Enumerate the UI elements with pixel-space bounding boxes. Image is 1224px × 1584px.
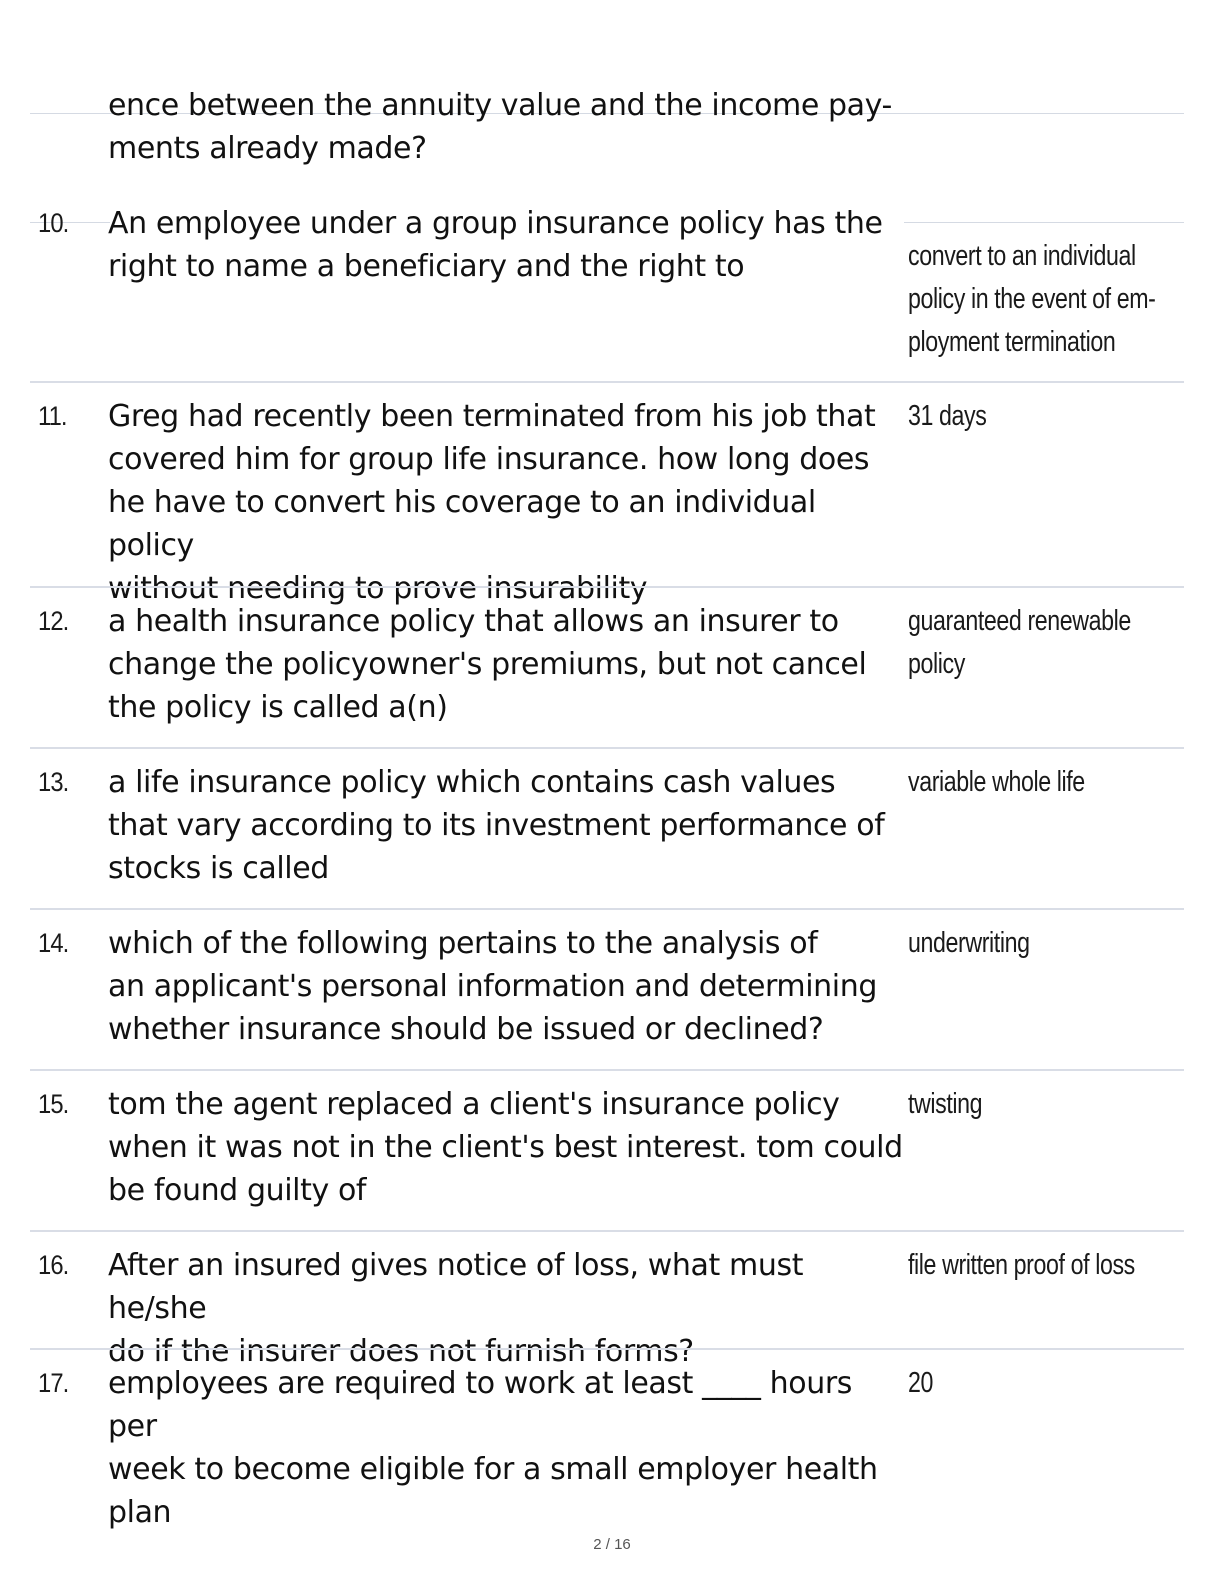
divider: [30, 747, 1184, 749]
item-number: 13.: [38, 767, 69, 797]
divider: [30, 586, 1184, 588]
item-number: 16.: [38, 1250, 69, 1280]
divider: [904, 222, 1184, 223]
answer-text: variable whole life: [908, 766, 1085, 798]
divider: [30, 381, 1184, 383]
answer-text: file written proof of loss: [908, 1249, 1135, 1281]
question-text: which of the following pertains to the analysis of an applicant's personal information and determining whether insurance should be issued or declined?: [108, 926, 877, 1047]
item-number: 12.: [38, 606, 69, 636]
page-indicator: 2 / 16: [593, 1536, 631, 1553]
question-text: a life insurance policy which contains cash values that vary according to its investment performance of stocks is called: [108, 765, 885, 886]
divider: [30, 1069, 1184, 1071]
question-text: An employee under a group insurance policy has the right to name a beneficiary and the right to: [108, 206, 883, 284]
question-text: a health insurance policy that allows an insurer to change the policyowner's premiums, but not cancel the policy is called a(n): [108, 604, 867, 725]
answer-text: convert to an individual policy in the event of em- ployment termination: [908, 240, 1156, 358]
divider: [30, 908, 1184, 910]
continued-question-text: ence between the annuity value and the income pay- ments already made?: [108, 88, 892, 166]
answer-text: underwriting: [908, 927, 1030, 959]
answer-text: guaranteed renewable policy: [908, 605, 1131, 680]
answer-text: 20: [908, 1367, 934, 1399]
item-number: 15.: [38, 1089, 69, 1119]
question-text: employees are required to work at least ____ hours per week to become eligible for a small employer health plan: [108, 1366, 878, 1530]
item-number: 14.: [38, 928, 69, 958]
divider: [30, 1230, 1184, 1232]
question-text: Greg had recently been terminated from his job that covered him for group life insurance. how long does he have to convert his coverage to an individual policy without needing to prove insurability: [108, 399, 876, 606]
answer-text: twisting: [908, 1088, 983, 1120]
answer-text: 31 days: [908, 400, 987, 432]
item-number: 10.: [38, 208, 69, 238]
question-text: tom the agent replaced a client's insurance policy when it was not in the client's best interest. tom could be found guilty of: [108, 1087, 903, 1208]
question-text: After an insured gives notice of loss, what must he/she do if the insurer does not furnish forms?: [108, 1248, 804, 1369]
item-number: 11.: [38, 401, 67, 431]
item-number: 17.: [38, 1368, 69, 1398]
divider: [30, 1348, 1184, 1350]
